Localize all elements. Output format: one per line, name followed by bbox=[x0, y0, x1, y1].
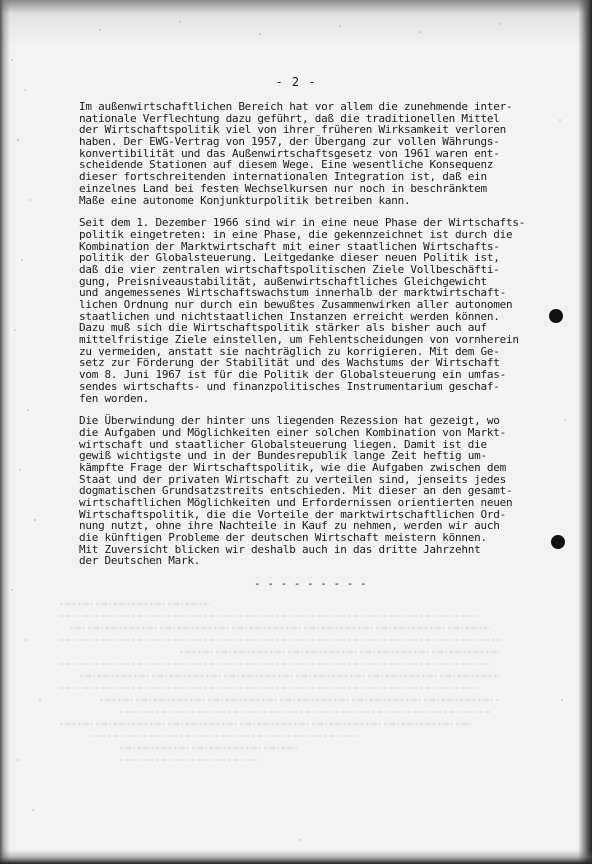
bleed-through-text bbox=[60, 598, 560, 798]
text-line: mittelfristige Ziele einstellen, um Fehlentscheidungen von vornherein bbox=[79, 333, 519, 347]
paragraph-global-steering bbox=[79, 217, 561, 404]
text-line: daß die vier zentralen wirtschaftspolitischen Ziele Vollbeschäfti- bbox=[79, 262, 500, 276]
text-line: nationale Verflechtung dazu geführt, daß die traditionellen Mittel bbox=[79, 111, 500, 125]
text-line: Dazu muß sich die Wirtschaftspolitik stärker als bisher auch auf bbox=[79, 321, 487, 335]
text-line: scheidende Stationen auf diesem Wege. Eine wesentliche Konsequenz bbox=[79, 158, 494, 172]
text-line: der Wirtschaftspolitik viel von ihrer früheren Wirksamkeit verloren bbox=[79, 123, 506, 137]
text-line: konvertibilität und das Außenwirtschaftsgesetz von 1961 waren ent- bbox=[79, 146, 500, 160]
text-line: wirtschaft und staatlicher Globalsteuerung liegen. Damit ist die bbox=[79, 437, 487, 451]
page-number: - 2 - bbox=[275, 75, 317, 89]
text-line: die künftigen Probleme der deutschen Wirtschaft meistern können. bbox=[79, 531, 487, 545]
text-line: Wirtschaftspolitik, die die Vorteile der marktwirtschaftlichen Ord- bbox=[79, 507, 506, 521]
text-line: Seit dem 1. Dezember 1966 sind wir in eine neue Phase der Wirtschafts- bbox=[79, 216, 526, 230]
text-line: der Deutschen Mark. bbox=[79, 554, 201, 568]
text-line: Maße eine autonome Konjunkturpolitik betreiben kann. bbox=[79, 193, 411, 207]
end-marker: - - - - - - - - - bbox=[254, 577, 367, 591]
text-line: fen worden. bbox=[79, 391, 150, 405]
text-line: lichen Ordnung nur durch ein bewußtes Zusammenwirken aller autonomen bbox=[79, 298, 513, 311]
text-line: einzelnes Land bei festen Wechselkursen nur noch in beschränktem bbox=[79, 181, 487, 195]
text-line: vom 8. Juni 1967 ist für die Politik der Globalsteuerung ein umfas- bbox=[79, 368, 506, 382]
text-line: staatlichen und nichtstaatlichen Instanzen erreicht werden können. bbox=[79, 309, 500, 323]
text-line: haben. Der EWG-Vertrag von 1957, der Übergang zur vollen Währungs- bbox=[79, 135, 500, 149]
text-line: die Aufgaben und Möglichkeiten einer solchen Kombination von Markt- bbox=[79, 425, 506, 439]
text-line: Die Überwindung der hinter uns liegenden Rezession hat gezeigt, wo bbox=[79, 414, 500, 428]
text-line: gung, Preisniveaustabilität, außenwirtschaftliches Gleichgewicht bbox=[79, 274, 487, 288]
text-line: dieser fortschreitenden internationalen Integration ist, daß ein bbox=[79, 170, 487, 184]
document-body bbox=[79, 101, 561, 590]
text-line: politik eingetreten: in eine Phase, die gekennzeichnet ist durch die bbox=[79, 227, 513, 241]
text-line: zu vermeiden, anstatt sie nachträglich zu korrigieren. Mit dem Ge- bbox=[79, 344, 500, 358]
text-line: wirtschaftlichen Möglichkeiten und Erfordernissen orientierten neuen bbox=[79, 496, 513, 509]
text-line: Staat und der privaten Wirtschaft zu verteilen sind, jenseits jedes bbox=[79, 472, 506, 486]
text-line: dogmatischen Grundsatzstreits entschieden. Mit dieser an den gesamt- bbox=[79, 484, 513, 498]
text-line: kämpfte Frage der Wirtschaftspolitik, wie die Aufgaben zwischen dem bbox=[79, 460, 506, 474]
punch-hole bbox=[549, 309, 563, 323]
text-line: Im außenwirtschaftlichen Bereich hat vor allem die zunehmende inter- bbox=[79, 100, 513, 113]
text-line: gewiß wichtigste und in der Bundesrepublik lange Zeit heftig um- bbox=[79, 449, 487, 463]
text-line: setz zur Förderung der Stabilität und des Wachstums der Wirtschaft bbox=[79, 356, 500, 370]
text-line: und angemessenes Wirtschaftswachstum innerhalb der marktwirtschaft- bbox=[79, 286, 506, 300]
text-line: Kombination der Marktwirtschaft mit einer staatlichen Wirtschafts- bbox=[79, 239, 500, 253]
text-line: politik der Globalsteuerung. Leitgedanke dieser neuen Politik ist, bbox=[79, 251, 500, 265]
text-line: Mit Zuversicht blicken wir deshalb auch in das dritte Jahrzehnt bbox=[79, 542, 481, 556]
punch-hole bbox=[551, 535, 565, 549]
paragraph-foreign-trade bbox=[79, 101, 561, 206]
paragraph-recession bbox=[79, 415, 561, 567]
text-line: nung nutzt, ohne ihre Nachteile in Kauf zu nehmen, werden wir auch bbox=[79, 519, 500, 533]
text-line: sendes wirtschafts- und finanzpolitisches Instrumentarium geschaf- bbox=[79, 379, 500, 393]
